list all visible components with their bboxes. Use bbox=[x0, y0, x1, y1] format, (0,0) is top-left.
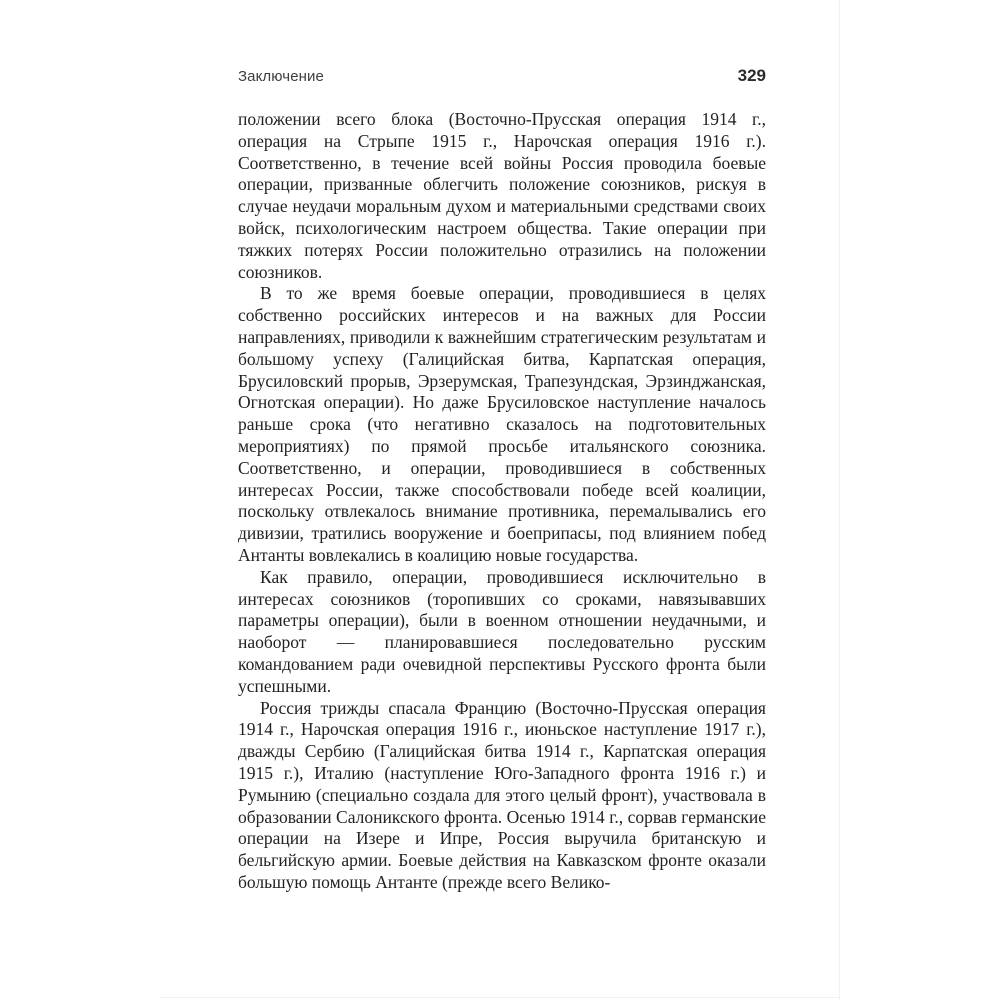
page-bottom-edge-divider bbox=[160, 997, 839, 998]
page-number: 329 bbox=[737, 66, 766, 85]
paragraph-continuation: положении всего блока (Восточно-Прусская операция 1914 г., операция на Стрыпе 1915 г., Нарочская операция 1916 г.). Соответственно, в течение всей войны Россия проводила боевые операции, призванные облегчить положение союзников, рискуя в случае неудачи моральным духом и материальными средствами своих войск, психологическим настроем общества. Такие операции при тяжких потерях России положительно отразились на положении союзников. bbox=[238, 109, 766, 282]
running-title: Заключение bbox=[238, 68, 324, 85]
page-body-text bbox=[238, 109, 766, 894]
paragraph: Как правило, операции, проводившиеся исключительно в интересах союзников (торопивших со сроками, навязывавших параметры операции), были в военном отношении неудачными, и наоборот — планировавшиеся последовательно русским командованием ради очевидной перспективы Русского фронта были успешными. bbox=[238, 566, 766, 696]
paragraph: Россия трижды спасала Францию (Восточно-Прусская операция 1914 г., Нарочская операция 1916 г., июньское наступление 1917 г.), дважды Сербию (Галицийская битва 1914 г., Карпатская операция 1915 г.), Италию (наступление Юго-Западного фронта 1916 г.) и Румынию (специально создала для этого целый фронт), участвовала в образовании Салоникского фронта. Осенью 1914 г., сорвав германские операции на Изере и Ипре, Россия выручила британскую и бельгийскую армии. Боевые действия на Кавказском фронте оказали большую помощь Антанте (прежде всего Велико- bbox=[238, 697, 766, 892]
page-header bbox=[238, 66, 766, 86]
paragraph: В то же время боевые операции, проводившиеся в целях собственно российских интересов и на важных для России направлениях, приводили к важнейшим стратегическим результатам и большому успеху (Галицийская битва, Карпатская операция, Брусиловский прорыв, Эрзерумская, Трапезундская, Эрзинджанская, Огнотская операции). Но даже Брусиловское наступление началось раньше срока (что негативно сказалось на подготовительных мероприятиях) по прямой просьбе итальянского союзника. Соответственно, и операции, проводившиеся в собственных интересах России, также способствовали победе всей коалиции, поскольку отвлекалось внимание противника, перемалывались его дивизии, тратились вооружение и боеприпасы, под влиянием побед Антанты вовлекались в коалицию новые государства. bbox=[238, 283, 766, 565]
page-right-edge-divider bbox=[839, 0, 840, 1000]
